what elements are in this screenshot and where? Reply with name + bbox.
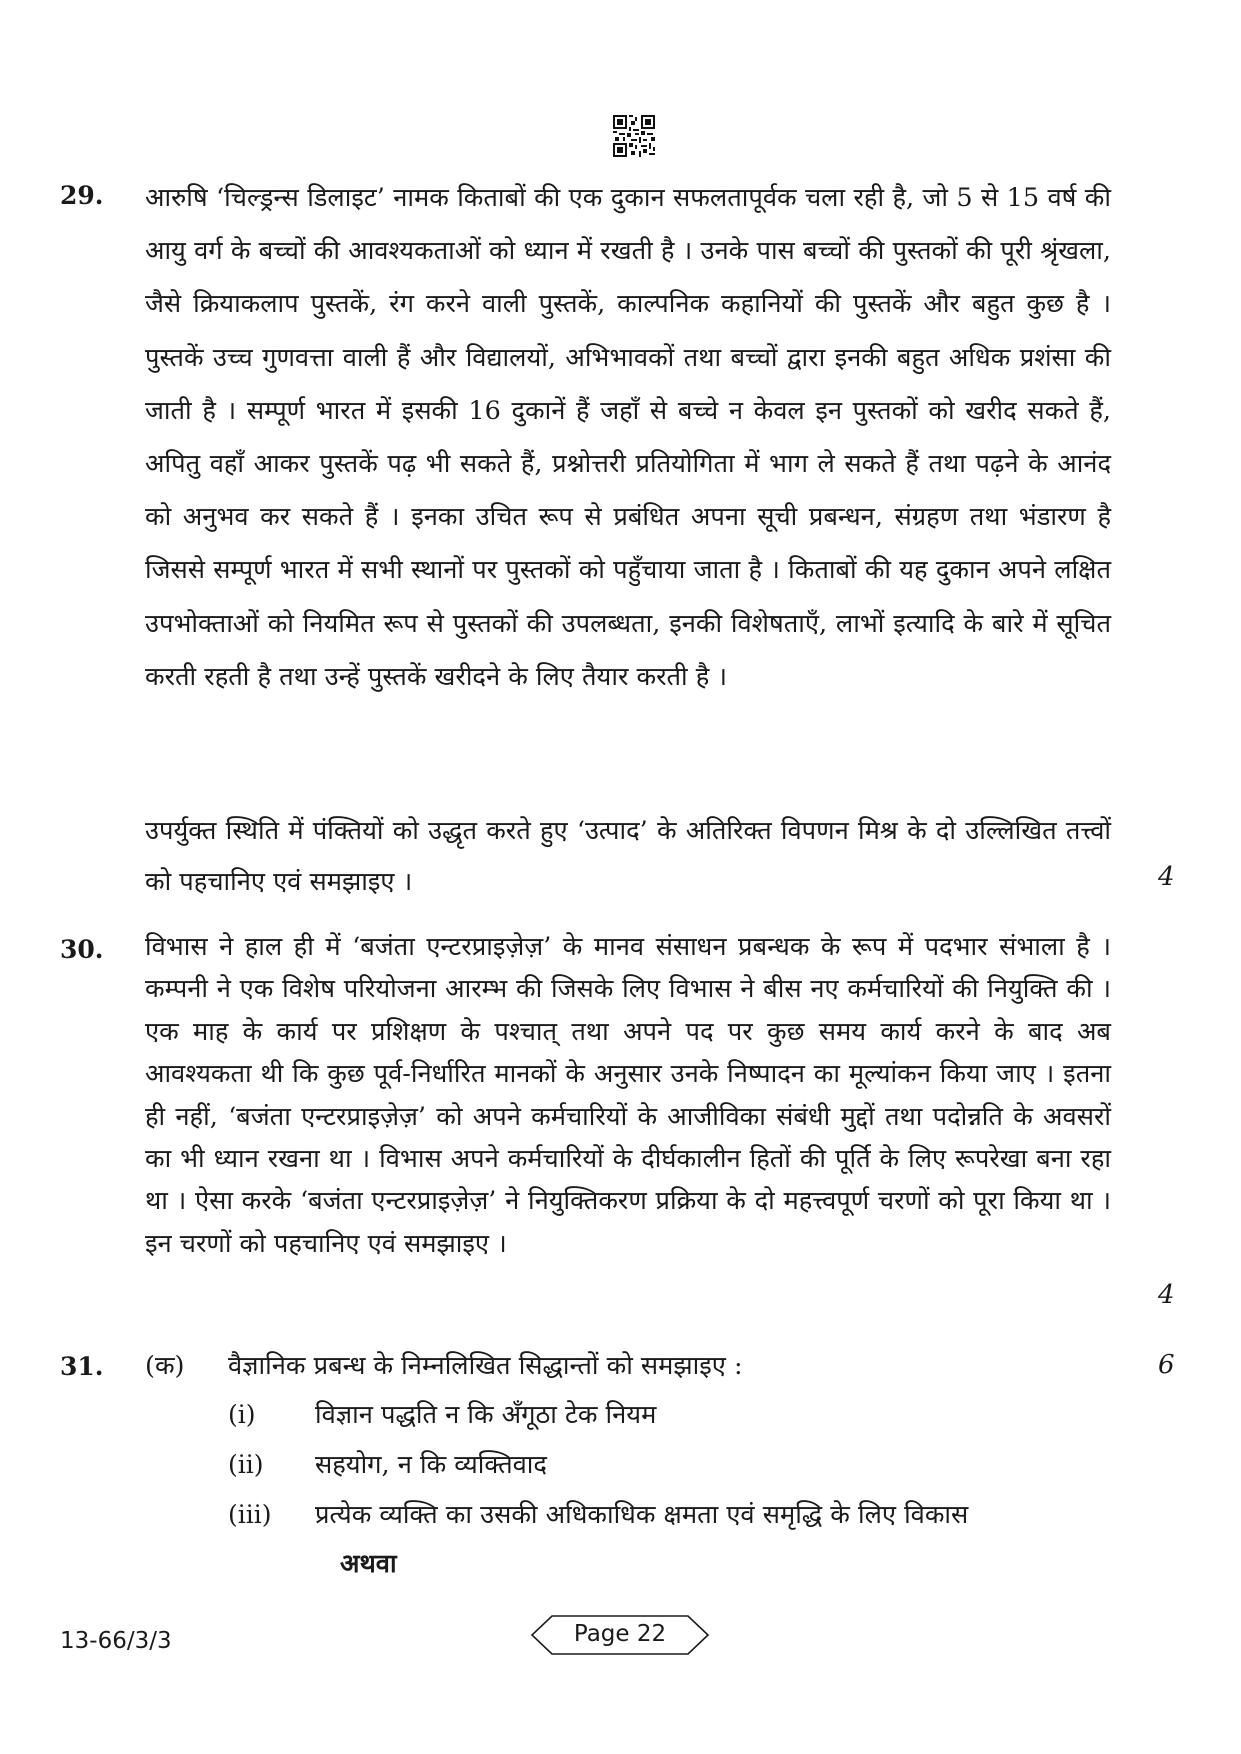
- question-31-part-text: वैज्ञानिक प्रबन्ध के निम्नलिखित सिद्धान्तों को समझाइए :: [228, 1351, 743, 1381]
- question-number-31: 31.: [60, 1352, 104, 1381]
- question-29-marks: 4: [1158, 862, 1175, 892]
- list-item-text: प्रत्येक व्यक्ति का उसकी अधिकाधिक क्षमता एवं समृद्धि के लिए विकास: [315, 1500, 969, 1530]
- paper-code: 13-66/3/3: [60, 1628, 172, 1654]
- question-31-part-label: (क): [145, 1351, 185, 1381]
- list-item-number: (i): [228, 1400, 256, 1429]
- list-item-text: विज्ञान पद्धति न कि अँगूठा टेक नियम: [315, 1400, 657, 1430]
- list-item-number: (iii): [228, 1500, 272, 1529]
- page-number-badge: [530, 1614, 710, 1656]
- qr-code-icon: [613, 115, 655, 157]
- or-label: अथवा: [340, 1549, 397, 1579]
- question-30-text: विभास ने हाल ही में ‘बजंता एन्टरप्राइज़ेज़’ के मानव संसाधन प्रबन्धक के रूप में पदभार संभाला है । कम्पनी ने एक विशेष परियोजना आरम्भ की जिसके लिए विभास ने बीस नए कर्मचारियों की नियुक्ति की । एक माह के कार्य पर प्रशिक्षण के पश्चात् तथा अपने पद पर कुछ समय कार्य करने के बाद अब आवश्यकता थी कि कुछ पूर्व-निर्धारित मानकों के अनुसार उनके निष्पादन का मूल्यांकन किया जाए । इतना ही नहीं, ‘बजंता एन्टरप्राइज़ेज़’ को अपने कर्मचारियों के आजीविका संबंधी मुद्दों तथा पदोन्नति के अवसरों का भी ध्यान रखना था । विभास अपने कर्मचारियों के दीर्घकालीन हितों की पूर्ति के लिए रूपरेखा बना रहा था । ऐसा करके ‘बजंता एन्टरप्राइज़ेज़’ ने नियुक्तिकरण प्रक्रिया के दो महत्त्वपूर्ण चरणों को पूरा किया था । इन चरणों को पहचानिए एवं समझाइए ।: [145, 932, 1111, 1259]
- question-29-text: आरुषि ‘चिल्ड्रन्स डिलाइट’ नामक किताबों की एक दुकान सफलतापूर्वक चला रही है, जो 5 से 15 वर्ष की आयु वर्ग के बच्चों की आवश्यकताओं को ध्यान में रखती है । उनके पास बच्चों की पुस्तकों की पूरी श्रृंखला, जैसे क्रियाकलाप पुस्तकें, रंग करने वाली पुस्तकें, काल्पनिक कहानियों की पुस्तकें और बहुत कुछ है । पुस्तकें उच्च गुणवत्ता वाली हैं और विद्यालयों, अभिभावकों तथा बच्चों द्वारा इनकी बहुत अधिक प्रशंसा की जाती है । सम्पूर्ण भारत में इसकी 16 दुकानें हैं जहाँ से बच्चे न केवल इन पुस्तकों को खरीद सकते हैं, अपितु वहाँ आकर पुस्तकें पढ़ भी सकते हैं, प्रश्नोत्तरी प्रतियोगिता में भाग ले सकते हैं तथा पढ़ने के आनंद को अनुभव कर सकते हैं । इनका उचित रूप से प्रबंधित अपना सूची प्रबन्धन, संग्रहण तथा भंडारण है जिससे सम्पूर्ण भारत में सभी स्थानों पर पुस्तकों को पहुँचाया जाता है । किताबों की यह दुकान अपने लक्षित उपभोक्ताओं को नियमित रूप से पुस्तकों की उपलब्धता, इनकी विशेषताएँ, लाभों इत्यादि के बारे में सूचित करती रहती है तथा उन्हें पुस्तकें खरीदने के लिए तैयार करती है ।: [145, 183, 1111, 692]
- list-item-number: (ii): [228, 1450, 264, 1479]
- question-29-prompt: उपर्युक्त स्थिति में पंक्तियों को उद्धृत करते हुए ‘उत्पाद’ के अतिरिक्त विपणन मिश्र के दो उल्लिखित तत्त्वों को पहचानिए एवं समझाइए ।: [145, 816, 1111, 897]
- question-number-30: 30.: [60, 935, 104, 964]
- question-30-marks: 4: [1158, 1280, 1175, 1310]
- question-number-29: 29.: [60, 181, 104, 210]
- list-item-text: सहयोग, न कि व्यक्तिवाद: [315, 1450, 547, 1480]
- page-number: Page 22: [573, 1621, 667, 1647]
- question-31-marks: 6: [1158, 1350, 1175, 1380]
